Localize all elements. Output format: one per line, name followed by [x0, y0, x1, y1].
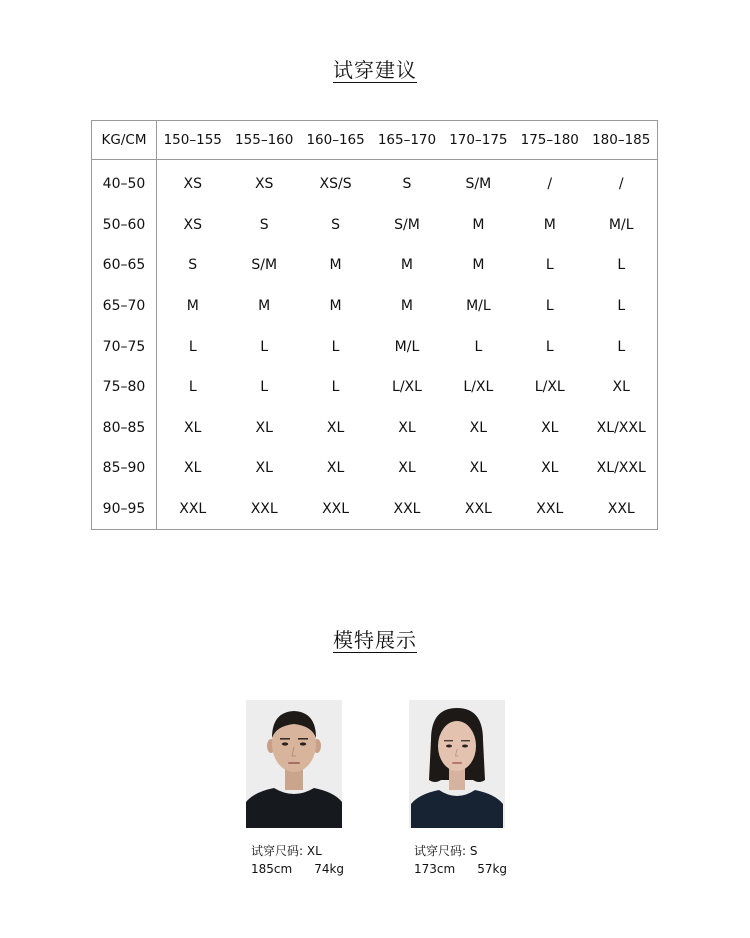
- table-row: [92, 448, 658, 489]
- model-photo: [409, 700, 505, 828]
- size-cell: XL: [326, 460, 345, 477]
- table-body: [92, 160, 658, 530]
- size-cell: XL/XXL: [596, 460, 646, 477]
- size-cell: /: [618, 176, 624, 193]
- size-cell: /: [547, 176, 553, 193]
- size-cell: XXL: [607, 501, 635, 518]
- size-cell: L: [617, 298, 626, 315]
- size-cell: S: [188, 257, 198, 274]
- model-size-label: 试穿尺码: XL: [251, 844, 322, 858]
- size-cell: XL: [541, 460, 559, 477]
- weight-row-label: 70–75: [92, 326, 157, 367]
- size-cell: XXL: [464, 501, 492, 518]
- size-cell: S/M: [394, 216, 420, 233]
- size-cell: M: [400, 298, 414, 315]
- weight-row-label: 90–95: [92, 489, 157, 530]
- size-cell: L: [545, 338, 554, 355]
- size-cell: XL: [541, 419, 559, 436]
- height-column-header: 155–160: [229, 121, 300, 160]
- table-row: [92, 489, 658, 530]
- size-cell: L: [545, 298, 554, 315]
- size-cell: XXL: [393, 501, 421, 518]
- size-cell: L: [474, 338, 483, 355]
- size-cell: L/XL: [392, 379, 422, 396]
- weight-row-label: 85–90: [92, 448, 157, 489]
- size-cell: XXL: [179, 501, 207, 518]
- size-cell: XL: [612, 379, 630, 396]
- model-measurements: [251, 860, 356, 878]
- size-cell: XL: [184, 419, 202, 436]
- size-cell: L/XL: [463, 379, 494, 396]
- size-cell: XS/S: [319, 176, 352, 193]
- size-cell: L: [617, 257, 626, 274]
- weight-row-label: 80–85: [92, 408, 157, 449]
- size-cell: L: [331, 338, 340, 355]
- size-cell: M: [472, 257, 485, 274]
- size-cell: S: [331, 216, 341, 233]
- fit-advice-title: 试穿建议: [333, 58, 417, 82]
- model-height: 185cm: [251, 862, 293, 876]
- model-info: [414, 842, 519, 878]
- height-column-header: 150–155: [157, 121, 229, 160]
- model-showcase-title: 模特展示: [333, 628, 417, 652]
- size-cell: L: [545, 257, 554, 274]
- size-cell: L/XL: [534, 379, 565, 396]
- size-cell: M/L: [608, 216, 634, 233]
- table-row: [92, 286, 658, 327]
- weight-row-label: 65–70: [92, 286, 157, 327]
- size-cell: XXL: [536, 501, 564, 518]
- size-cell: S: [402, 176, 412, 193]
- model-height: 173cm: [414, 862, 456, 876]
- size-chart-table: [91, 120, 658, 530]
- size-cell: XXL: [322, 501, 350, 518]
- model-1-shirt: [246, 788, 342, 828]
- size-cell: L: [260, 379, 269, 396]
- table-row: [92, 160, 658, 205]
- model-weight: 57kg: [477, 862, 508, 876]
- size-cell: XL: [255, 419, 273, 436]
- size-cell: XS: [183, 216, 202, 233]
- table-row: [92, 245, 658, 286]
- size-cell: L: [188, 379, 197, 396]
- weight-row-label: 60–65: [92, 245, 157, 286]
- size-cell: M: [258, 298, 271, 315]
- height-column-header: 160–165: [300, 121, 371, 160]
- table-header-row: [92, 121, 658, 160]
- height-column-header: 165–170: [371, 121, 442, 160]
- height-column-header: 170–175: [443, 121, 514, 160]
- table-row: [92, 326, 658, 367]
- size-cell: M: [186, 298, 199, 315]
- size-cell: S/M: [251, 257, 278, 274]
- height-column-header: 175–180: [514, 121, 585, 160]
- size-cell: XS: [254, 176, 274, 193]
- size-cell: XL/XXL: [596, 419, 646, 436]
- size-cell: XL: [255, 460, 273, 477]
- size-cell: XL: [398, 460, 416, 477]
- model-measurements: [414, 860, 519, 878]
- size-cell: XL: [326, 419, 345, 436]
- size-cell: S: [259, 216, 269, 233]
- weight-row-label: 40–50: [92, 160, 157, 205]
- size-cell: XS: [183, 176, 202, 193]
- size-cell: M: [543, 216, 556, 233]
- size-cell: M: [472, 216, 485, 233]
- size-cell: L: [260, 338, 269, 355]
- table-row: [92, 408, 658, 449]
- model-card: [409, 700, 519, 878]
- size-cell: L: [331, 379, 340, 396]
- weight-row-label: 50–60: [92, 205, 157, 246]
- size-cell: M/L: [466, 298, 491, 315]
- model-weight: 74kg: [314, 862, 345, 876]
- table-row: [92, 205, 658, 246]
- size-cell: XXL: [250, 501, 278, 518]
- corner-label: KG/CM: [92, 121, 157, 160]
- model-card: [246, 700, 356, 878]
- size-cell: M: [329, 298, 342, 315]
- size-cell: XL: [469, 460, 488, 477]
- model-size-label: 试穿尺码: S: [414, 844, 478, 858]
- size-cell: XL: [398, 419, 416, 436]
- size-cell: M: [400, 257, 414, 274]
- weight-row-label: 75–80: [92, 367, 157, 408]
- size-cell: M/L: [394, 338, 420, 355]
- size-cell: L: [188, 338, 197, 355]
- model-photo: [246, 700, 342, 828]
- size-cell: XL: [469, 419, 488, 436]
- height-column-header: 180–185: [585, 121, 657, 160]
- size-cell: L: [617, 338, 626, 355]
- model-info: [251, 842, 356, 878]
- table-row: [92, 367, 658, 408]
- size-cell: S/M: [465, 176, 492, 193]
- size-cell: M: [329, 257, 342, 274]
- size-cell: XL: [184, 460, 202, 477]
